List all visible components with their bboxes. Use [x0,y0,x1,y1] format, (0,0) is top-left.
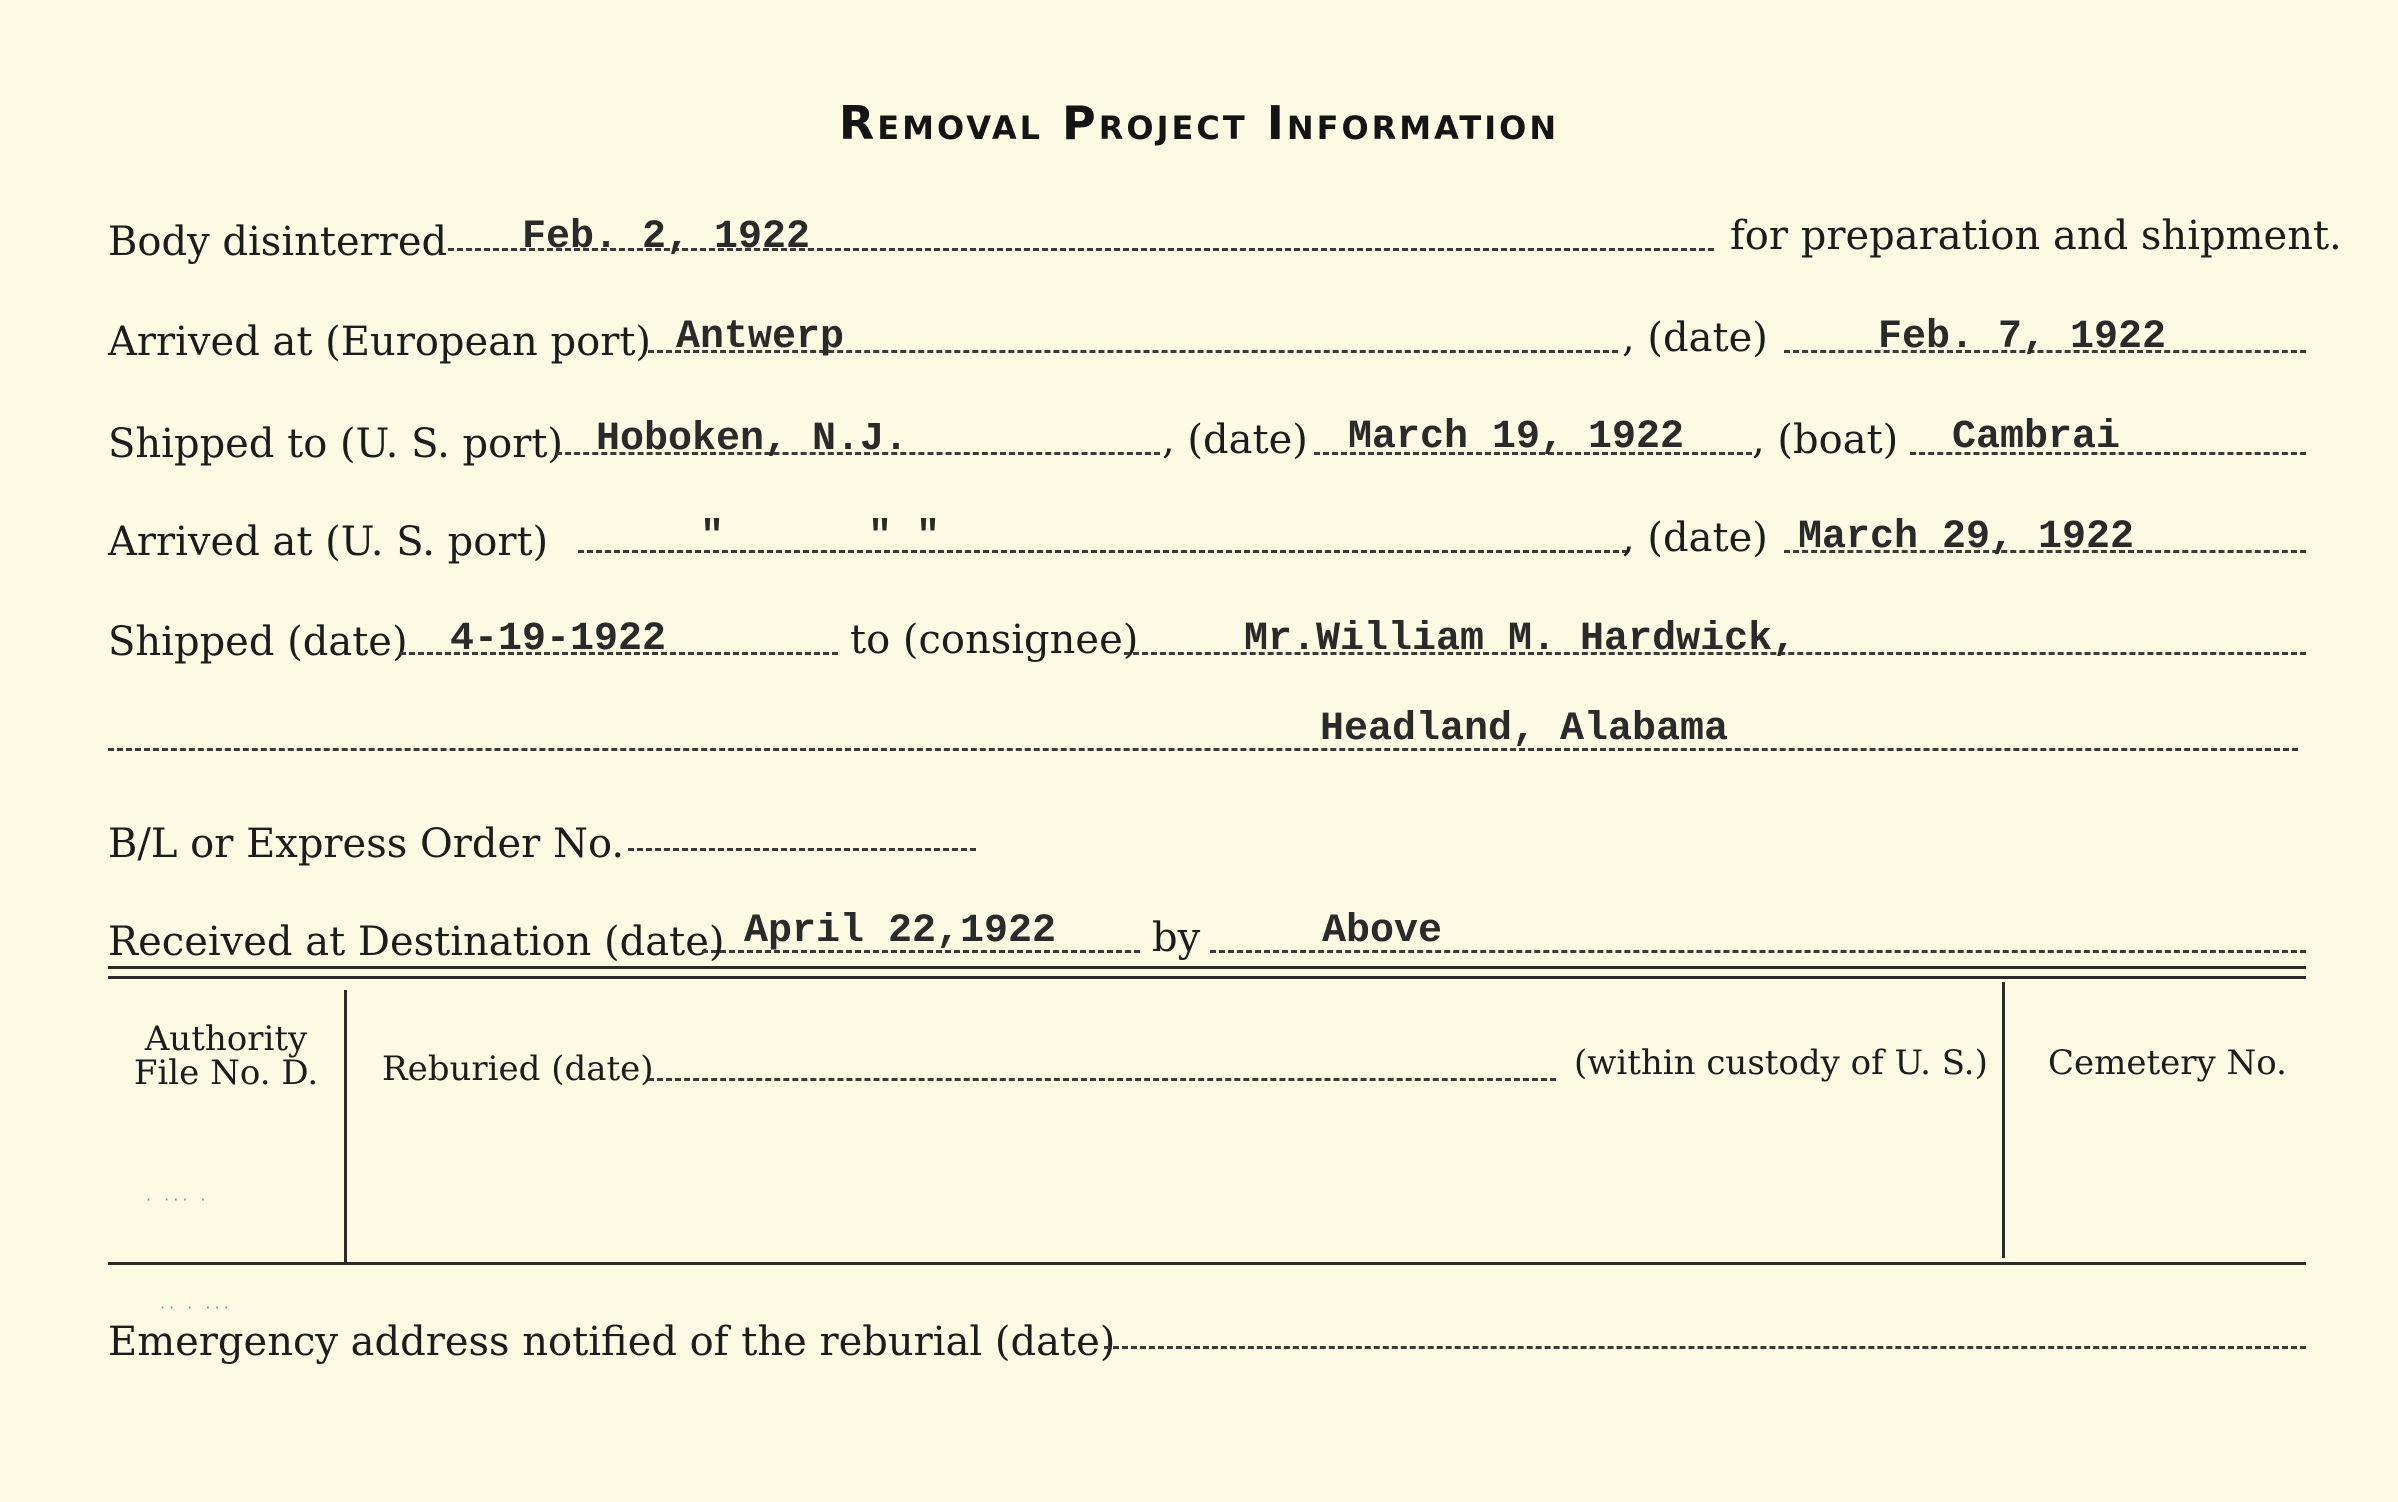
table-divider-left [344,990,347,1264]
received-by-value: Above [1322,909,1443,954]
disinterred-label: Body disinterred [108,219,448,265]
arrived-us-date-label: , (date) [1622,515,1768,561]
arrived-europe-date-label: , (date) [1622,315,1768,361]
arrived-us-date: March 29, 1922 [1798,515,2135,560]
bl-line [628,848,976,851]
arrived-europe-value: Antwerp [676,315,845,360]
custody-label: (within custody of U. S.) [1574,1043,1988,1083]
shipped-us-date-label: , (date) [1162,417,1308,463]
consignee-line-2 [108,748,2298,751]
received-value: April 22,1922 [744,909,1057,954]
arrived-us-value: " " " [700,515,941,560]
shipped-us-date: March 19, 1922 [1348,415,1685,460]
shipped-us-boat: Cambrai [1952,415,2121,460]
reburied-label: Reburied (date) [382,1049,654,1089]
table-top-rule-2 [108,976,2306,979]
consignee-value-2: Headland, Alabama [1320,707,1729,752]
shipped-label: Shipped (date) [108,619,408,665]
arrived-europe-label: Arrived at (European port) [108,319,652,365]
cemetery-label: Cemetery No. [2048,1043,2287,1083]
received-by-label: by [1152,915,1201,961]
consignee-value: Mr.William M. Hardwick, [1244,617,1797,662]
received-label: Received at Destination (date) [108,919,725,965]
disinterred-value: Feb. 2, 1922 [522,215,811,260]
disinterred-suffix: for preparation and shipment. [1730,213,2342,259]
authority-label-1: Authority [144,1019,308,1059]
emergency-label: Emergency address notified of the reburial (date) [108,1319,1116,1365]
stamp-mark-2: ·· · ··· [160,1298,233,1317]
arrived-europe-date: Feb. 7, 1922 [1878,315,2167,360]
arrived-us-label: Arrived at (U. S. port) [108,519,549,565]
table-bottom-rule [108,1262,2306,1265]
shipped-us-label: Shipped to (U. S. port) [108,421,563,467]
shipped-value: 4-19-1922 [450,617,667,662]
consignee-label: to (consignee) [850,617,1139,663]
reburied-line [648,1078,1556,1081]
shipped-us-value: Hoboken, N.J. [596,417,909,462]
shipped-us-boat-label: , (boat) [1752,417,1899,463]
stamp-mark: · ··· · [146,1190,210,1209]
bl-label: B/L or Express Order No. [108,821,625,867]
form-title: Removal Project Information [838,96,1560,150]
table-top-rule [108,966,2306,969]
table-divider-right [2002,982,2005,1258]
authority-label-2: File No. D. [133,1053,319,1093]
emergency-line [1104,1346,2306,1349]
